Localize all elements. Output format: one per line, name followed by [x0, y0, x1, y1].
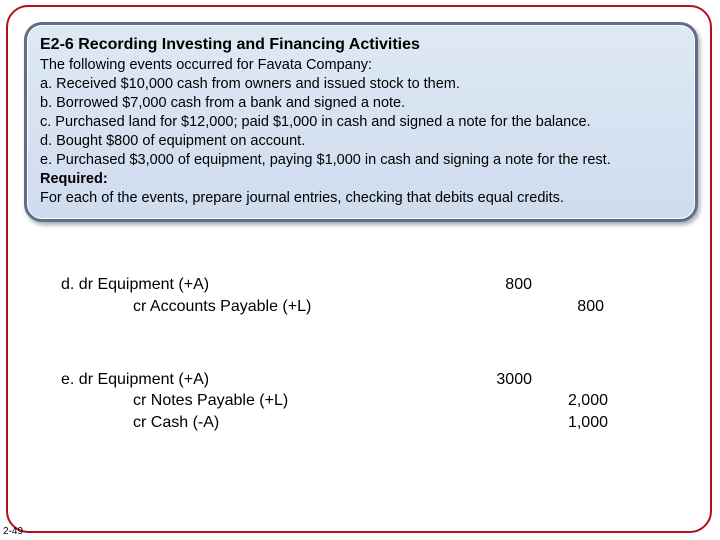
entry-e-credit1-line: cr Notes Payable (+L): [133, 392, 289, 409]
event-d: d. Bought $800 of equipment on account.: [40, 133, 306, 149]
entry-d-credit-line: cr Accounts Payable (+L): [133, 298, 312, 315]
problem-title: E2-6 Recording Investing and Financing Activities: [40, 36, 420, 53]
event-c: c. Purchased land for $12,000; paid $1,000 in cash and signed a note for the balance.: [40, 114, 591, 130]
event-b: b. Borrowed $7,000 cash from a bank and signed a note.: [40, 95, 406, 111]
entry-e-credit2-amount: 1,000: [567, 414, 608, 431]
slide-number: 2-49: [3, 526, 24, 537]
entry-d-debit-amount: 800: [505, 276, 532, 293]
entry-e-credit2-line: cr Cash (-A): [133, 414, 220, 431]
entry-e-credit1-amount: 2,000: [567, 392, 608, 409]
required-text: For each of the events, prepare journal entries, checking that debits equal credits.: [40, 190, 564, 206]
entry-d-debit-line: d. dr Equipment (+A): [61, 276, 210, 293]
problem-intro: The following events occurred for Favata Company:: [40, 57, 373, 73]
entry-e-debit-line: e. dr Equipment (+A): [61, 371, 210, 388]
event-a: a. Received $10,000 cash from owners and issued stock to them.: [40, 76, 460, 92]
entry-e-debit-amount: 3000: [496, 371, 532, 388]
entry-d-credit-amount: 800: [577, 298, 604, 315]
event-e: e. Purchased $3,000 of equipment, paying $1,000 in cash and signing a note for the rest.: [40, 152, 611, 168]
required-label: Required:: [40, 171, 108, 187]
